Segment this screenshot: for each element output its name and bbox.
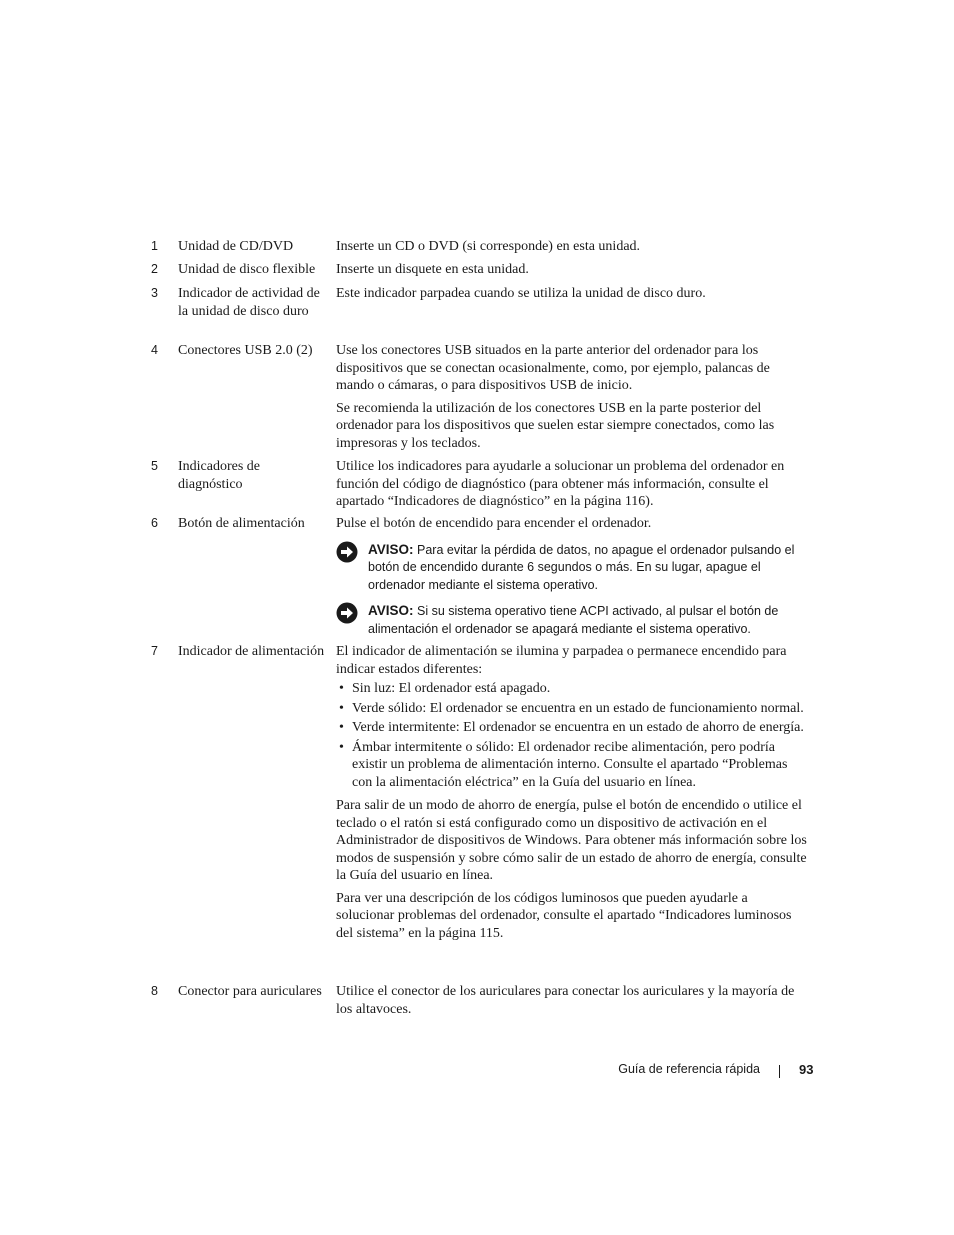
item-number: 4 [151, 343, 158, 357]
description-paragraph: Utilice el conector de los auriculares para conectar los auriculares y la mayoría de los altavoces. [336, 984, 795, 1017]
description-paragraph: Para ver una descripción de los códigos luminosos que pueden ayudarle a solucionar problemas del ordenador, consulte el apartado “Indicadores luminosos del sistema” en la página 115. [336, 890, 792, 941]
footer-divider [779, 1065, 780, 1078]
description-paragraph: Utilice los indicadores para ayudarle a solucionar un problema del ordenador en función del código de diagnóstico (para obtener más información, consulte el apartado “Indicadores de diagnóstico” en la página 116). [336, 459, 785, 509]
item-number: 5 [151, 459, 158, 473]
list-item: • Ámbar intermitente o sólido: El ordenador recibe alimentación, pero podría existir un problema de alimentación interno. Consulte el apartado “Problemas con la alimentación eléctrica” en la Guía del usuario en línea. [339, 739, 788, 790]
notice-callout [336, 602, 808, 638]
description-paragraph: Para salir de un modo de ahorro de energía, pulse el botón de encendido o utilice el teclado o el ratón si está configurado como un dispositivo de activación en el Administrador de dispositivos de Windows. Para obtener más información sobre los modos de suspensión y sobre cómo salir de un estado de ahorro de energía, consulte la Guía del usuario en línea. [336, 798, 807, 883]
feature-description [336, 515, 808, 638]
list-item: • Sin luz: El ordenador está apagado. [339, 681, 551, 696]
notice-arrow-icon [336, 541, 358, 563]
feature-name: Conector para auriculares [178, 984, 322, 999]
page-footer [0, 1062, 954, 1080]
notice-label: AVISO: [368, 541, 414, 557]
feature-name: Indicador de alimentación [178, 644, 325, 659]
notice-label: AVISO: [368, 603, 414, 618]
list-item: • Verde intermitente: El ordenador se encuentra en un estado de ahorro de energía. [339, 720, 804, 735]
notice-text: Para evitar la pérdida de datos, no apague el ordenador pulsando el botón de encendido durante 6 segundos o más. En su lugar, apague el ordenador mediante el sistema operativo. [368, 542, 795, 592]
description-paragraph: Inserte un disquete en esta unidad. [336, 262, 529, 277]
description-paragraph: El indicador de alimentación se ilumina y parpadea o permanece encendido para indicar estados diferentes: [336, 644, 787, 677]
item-number: 7 [151, 644, 158, 658]
feature-description [336, 983, 808, 1018]
description-paragraph: Pulse el botón de encendido para encender el ordenador. [336, 516, 652, 531]
page-number: 93 [799, 1062, 814, 1077]
description-paragraph: Inserte un CD o DVD (si corresponde) en esta unidad. [336, 239, 641, 254]
footer-title: Guía de referencia rápida [618, 1062, 760, 1076]
item-number: 6 [151, 516, 158, 530]
feature-description [336, 342, 808, 452]
feature-description [336, 285, 808, 303]
notice-arrow-icon [336, 602, 358, 624]
feature-name: Conectores USB 2.0 (2) [178, 343, 313, 358]
item-number: 3 [151, 286, 158, 300]
notice-text: Si su sistema operativo tiene ACPI activado, al pulsar el botón de alimentación el ordenador se apagará mediante el sistema operativo. [368, 604, 779, 636]
description-paragraph: Este indicador parpadea cuando se utiliza la unidad de disco duro. [336, 286, 706, 301]
item-number: 2 [151, 262, 158, 276]
notice-callout [336, 541, 808, 595]
feature-description [336, 261, 808, 279]
description-paragraph: Use los conectores USB situados en la parte anterior del ordenador para los dispositivos que se conectan ocasionalmente, como, por ejemplo, palancas de mando o cámaras, o para dispositivos USB de inicio. [336, 343, 770, 393]
feature-name: Indicadores de diagnóstico [178, 459, 261, 492]
list-item: • Verde sólido: El ordenador se encuentra en un estado de funcionamiento normal. [339, 700, 804, 716]
feature-description [336, 238, 808, 256]
status-list [336, 680, 808, 791]
feature-description [336, 643, 808, 942]
feature-name: Unidad de disco flexible [178, 262, 316, 277]
feature-name: Indicador de actividad de la unidad de disco duro [178, 286, 320, 319]
item-number: 1 [151, 239, 158, 253]
item-number: 8 [151, 984, 158, 998]
feature-name: Botón de alimentación [178, 516, 305, 531]
feature-description [336, 458, 808, 511]
description-paragraph: Se recomienda la utilización de los conectores USB en la parte posterior del ordenador para los dispositivos que suelen estar siempre conectados, como las impresoras y los teclados. [336, 400, 775, 451]
feature-name: Unidad de CD/DVD [178, 239, 294, 254]
